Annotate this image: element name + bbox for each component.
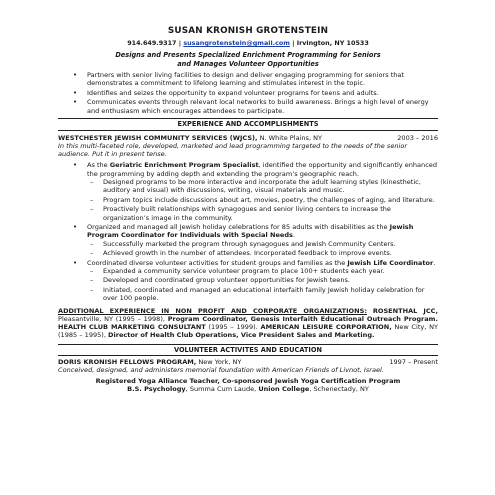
- employer: [58, 134, 322, 142]
- org-name: ROSENTHAL JCC,: [372, 306, 438, 315]
- additional-experience: [58, 307, 438, 340]
- sub-list: [87, 240, 438, 258]
- candidate-name: SUSAN KRONISH GROTENSTEIN: [167, 26, 329, 36]
- org-role: Program Coordinator, Genesis Interfaith Educational Outreach Program.: [167, 314, 438, 323]
- volunteer-heading: VOLUNTEER ACTIVITES AND EDUCATION: [58, 346, 438, 357]
- divider: [58, 344, 438, 345]
- program-name: DORIS KRONISH FELLOWS PROGRAM,: [58, 358, 197, 367]
- org-name: HEALTH CLUB MARKETING CONSULTANT: [58, 323, 206, 332]
- education: [58, 385, 438, 394]
- org-location: Pleasantville, NY (1995 – 1998),: [58, 314, 168, 323]
- accomplishment-item: [58, 161, 438, 221]
- degree-detail: , Summa Cum Laude,: [185, 385, 259, 394]
- divider: [58, 118, 438, 119]
- school-location: , Schenectady, NY: [309, 385, 369, 394]
- job-title: Jewish Life Coordinator: [347, 258, 434, 267]
- location: Irvington, NY 10533: [296, 39, 369, 47]
- org-dates: (1995 – 1999).: [205, 323, 261, 332]
- employer-location: N. White Plains, NY: [257, 133, 323, 142]
- certification-text: Registered Yoga Alliance Teacher, Co-sponsored Jewish Yoga Certification Program: [95, 376, 401, 385]
- volunteer-dates: 1997 – Present: [389, 358, 438, 367]
- sub-list: [87, 178, 438, 222]
- accomplishment-text: Organized and managed all Jewish holiday celebrations for 85 adults with disabilities as the: [87, 223, 390, 232]
- org-location: New City, NY (1985 – 1995),: [58, 323, 438, 340]
- employment-dates: 2003 – 2016: [397, 133, 438, 142]
- employer-name: WESTCHESTER JEWISH COMMUNITY SERVICES (WJCS),: [58, 133, 258, 142]
- employer-row: [58, 134, 438, 142]
- accomplishment-item: [58, 223, 438, 257]
- sub-list: [87, 267, 438, 303]
- volunteer-program: [58, 358, 241, 366]
- school: Union College: [258, 385, 310, 394]
- phone-number: 914.649.9317: [127, 39, 177, 47]
- summary-item: • Communicates events through relevant local networks to build awareness. Brings a high level of energy and enthusiasm which encourages attendees to participate.: [58, 98, 438, 115]
- job-title: Geriatric Enrichment Program Specialist: [109, 161, 259, 170]
- sub-item: – Program topics include discussions about art, movies, poetry, the challenges of aging, and literature.: [87, 196, 438, 204]
- sub-item: – Expanded a community service volunteer program to place 100+ students each year.: [87, 267, 438, 275]
- tagline: [58, 51, 438, 68]
- program-location: New York, NY: [196, 358, 242, 367]
- sub-item: – Designed programs to be more interactive and incorporate the adult learning styles (kinesthetic, auditory and visual) with discussions, writing, visual materials and music.: [87, 178, 438, 195]
- contact-line: 914.649.9317 | susangrotenstein@gmail.com | Irvington, NY 10533: [127, 39, 369, 47]
- tagline-line-2: and Manages Volunteer Opportunities: [177, 59, 319, 68]
- accomplishment-text: As the: [87, 161, 110, 170]
- tagline-line-1: Designs and Presents Specialized Enrichment Programming for Seniors: [115, 51, 381, 59]
- sub-item: – Initiated, coordinated and managed an educational interfaith family Jewish holiday celebration for over 100 people.: [87, 286, 438, 303]
- sub-item: – Developed and coordinated group volunteer opportunities for Jewish teens.: [87, 276, 438, 284]
- accomplishment-text: .: [292, 231, 296, 240]
- summary-list: [58, 71, 438, 115]
- org-role: Director of Health Club Operations, Vice President Sales and Marketing.: [108, 331, 375, 340]
- certification: [58, 377, 438, 386]
- summary-item: • Identifies and seizes the opportunity to expand volunteer programs for teens and adults.: [58, 89, 438, 97]
- org-name: AMERICAN LEISURE CORPORATION,: [260, 323, 392, 332]
- accomplishment-text: Coordinated diverse volunteer activities for student groups and families as the: [87, 258, 348, 267]
- experience-heading: EXPERIENCE AND ACCOMPLISHMENTS: [58, 120, 438, 131]
- program-description: Conceived, designed, and administers memorial foundation with American Friends of Livnot, Israel.: [58, 366, 384, 375]
- volunteer-row: [58, 358, 438, 366]
- degree: B.S. Psychology: [127, 385, 186, 394]
- accomplishment-text: , identified the opportunity and significantly enhanced the programming by adding depth and extending the program’s geographic reach.: [87, 161, 437, 178]
- accomplishment-list: [58, 161, 438, 302]
- role-description: In this multi-faceted role, developed, marketed and lead programming targeted to the needs of the senior audience. Put it in present tense.: [58, 141, 408, 159]
- accomplishment-item: [58, 259, 438, 303]
- sub-item: – Proactively built relationships with synagogues and senior living centers to increase the organization’s image in the community.: [87, 205, 438, 222]
- email-link[interactable]: susangrotenstein@gmail.com: [183, 39, 290, 47]
- additional-heading: ADDITIONAL EXPERIENCE IN NON PROFIT AND CORPORATE ORGANIZATIONS:: [58, 306, 367, 315]
- accomplishment-text: .: [433, 258, 436, 267]
- sub-item: – Achieved growth in the number of attendees. Incorporated feedback to improve events.: [87, 249, 438, 257]
- job-title: Jewish Program Coordinator for Individuals with Special Needs: [87, 223, 414, 240]
- sub-item: – Successfully marketed the program through synagogues and Jewish Community Centers.: [87, 240, 438, 248]
- summary-item: • Partners with senior living facilities to design and deliver engaging programming for seniors that demonstrates a commitment to lifelong learning and stimulates interest in the topic.: [58, 71, 438, 88]
